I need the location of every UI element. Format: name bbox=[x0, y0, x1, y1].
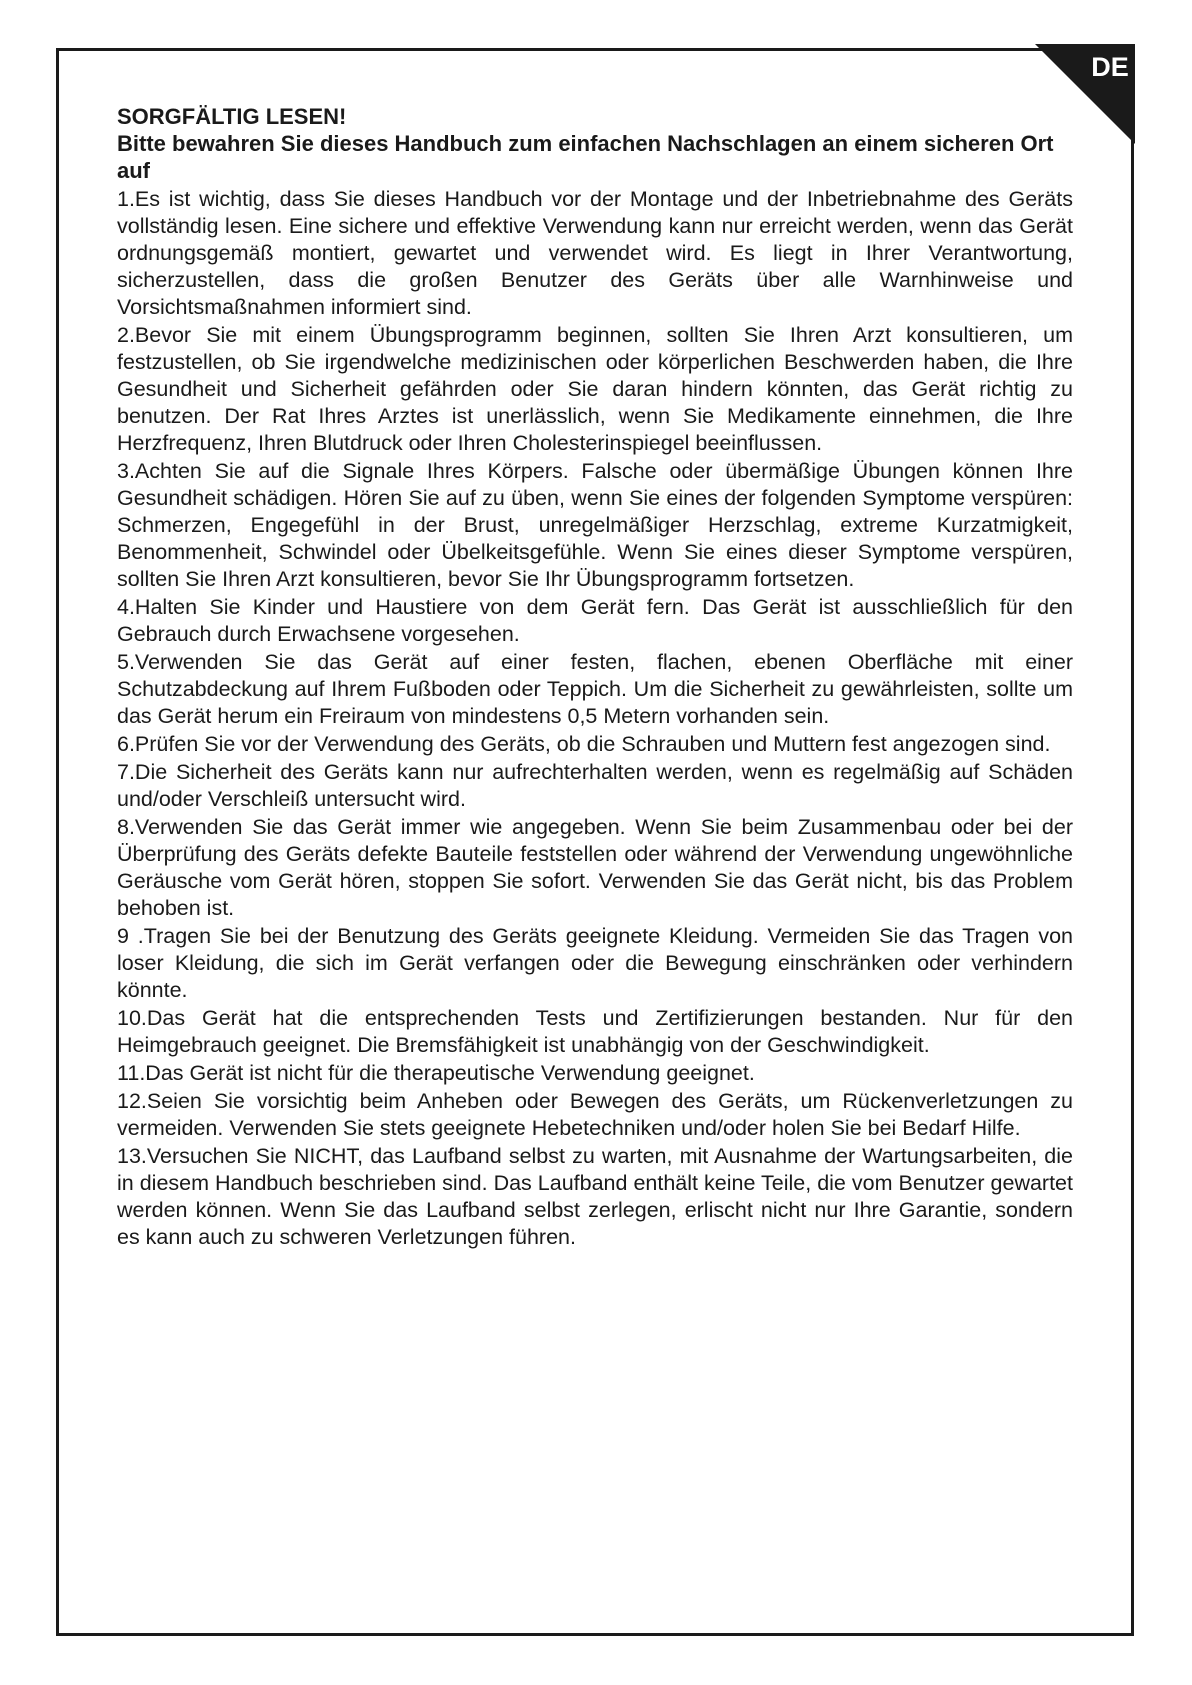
safety-item-7: 7.Die Sicherheit des Geräts kann nur aufrechterhalten werden, wenn es regelmäßig auf Schäden und/oder Verschleiß untersucht wird. bbox=[117, 760, 1073, 811]
language-badge: DE bbox=[1091, 52, 1129, 82]
safety-item-1: 1.Es ist wichtig, dass Sie dieses Handbuch vor der Montage und der Inbetriebnahme des Geräts vollständig lesen. Eine sichere und effektive Verwendung kann nur erreicht werden, wenn das Gerät ordnungsgemäß montiert, gewartet und verwendet wird. Es liegt in Ihrer Verantwortung, sicherzustellen, dass die großen Benutzer des Geräts über alle Warnhinweise und Vorsichtsmaßnahmen informiert sind. bbox=[117, 187, 1073, 319]
safety-item-13: 13.Versuchen Sie NICHT, das Laufband selbst zu warten, mit Ausnahme der Wartungsarbeiten, die in diesem Handbuch beschrieben sind. Das Laufband enthält keine Teile, die vom Benutzer gewartet werden können. Wenn Sie das Laufband selbst zerlegen, erlischt nicht nur Ihre Garantie, sondern es kann auch zu schweren Verletzungen führen. bbox=[117, 1144, 1073, 1249]
safety-item-8: 8.Verwenden Sie das Gerät immer wie angegeben. Wenn Sie beim Zusammenbau oder bei der Überprüfung des Geräts defekte Bauteile feststellen oder während der Verwendung ungewöhnliche Geräusche vom Gerät hören, stoppen Sie sofort. Verwenden Sie das Gerät nicht, bis das Problem behoben ist. bbox=[117, 815, 1073, 920]
safety-item-2: 2.Bevor Sie mit einem Übungsprogramm beginnen, sollten Sie Ihren Arzt konsultieren, um festzustellen, ob Sie irgendwelche medizinischen oder körperlichen Beschwerden haben, die Ihre Gesundheit und Sicherheit gefährden oder Sie daran hindern könnten, das Gerät richtig zu benutzen. Der Rat Ihres Arztes ist unerlässlich, wenn Sie Medikamente einnehmen, die Ihre Herzfrequenz, Ihren Blutdruck oder Ihren Cholesterinspiegel beeinflussen. bbox=[117, 323, 1073, 455]
page-title: SORGFÄLTIG LESEN! bbox=[117, 104, 347, 129]
safety-item-4: 4.Halten Sie Kinder und Haustiere von dem Gerät fern. Das Gerät ist ausschließlich für den Gebrauch durch Erwachsene vorgesehen. bbox=[117, 595, 1073, 646]
page-subtitle: Bitte bewahren Sie dieses Handbuch zum einfachen Nachschlagen an einem sicheren Ort auf bbox=[117, 131, 1054, 183]
safety-item-3: 3.Achten Sie auf die Signale Ihres Körpers. Falsche oder übermäßige Übungen können Ihre Gesundheit schädigen. Hören Sie auf zu üben, wenn Sie eines der folgenden Symptome verspüren: Schmerzen, Engegefühl in der Brust, unregelmäßiger Herzschlag, extreme Kurzatmigkeit, Benommenheit, Schwindel oder Übelkeitsgefühle. Wenn Sie eines dieser Symptome verspüren, sollten Sie Ihren Arzt konsultieren, bevor Sie Ihr Übungsprogramm fortsetzen. bbox=[117, 459, 1073, 591]
safety-item-11: 11.Das Gerät ist nicht für die therapeutische Verwendung geeignet. bbox=[117, 1061, 755, 1085]
safety-item-12: 12.Seien Sie vorsichtig beim Anheben oder Bewegen des Geräts, um Rückenverletzungen zu vermeiden. Verwenden Sie stets geeignete Hebetechniken und/oder holen Sie bei Bedarf Hilfe. bbox=[117, 1089, 1073, 1140]
document-body bbox=[117, 103, 1073, 1252]
safety-item-6: 6.Prüfen Sie vor der Verwendung des Geräts, ob die Schrauben und Muttern fest angezogen sind. bbox=[117, 732, 1051, 756]
safety-item-10: 10.Das Gerät hat die entsprechenden Tests und Zertifizierungen bestanden. Nur für den Heimgebrauch geeignet. Die Bremsfähigkeit ist unabhängig von der Geschwindigkeit. bbox=[117, 1006, 1073, 1057]
safety-item-9: 9 .Tragen Sie bei der Benutzung des Geräts geeignete Kleidung. Vermeiden Sie das Tragen von loser Kleidung, die sich im Gerät verfangen oder die Bewegung einschränken oder verhindern könnte. bbox=[117, 924, 1073, 1002]
safety-item-5: 5.Verwenden Sie das Gerät auf einer festen, flachen, ebenen Oberfläche mit einer Schutzabdeckung auf Ihrem Fußboden oder Teppich. Um die Sicherheit zu gewährleisten, sollte um das Gerät herum ein Freiraum von mindestens 0,5 Metern vorhanden sein. bbox=[117, 650, 1073, 728]
